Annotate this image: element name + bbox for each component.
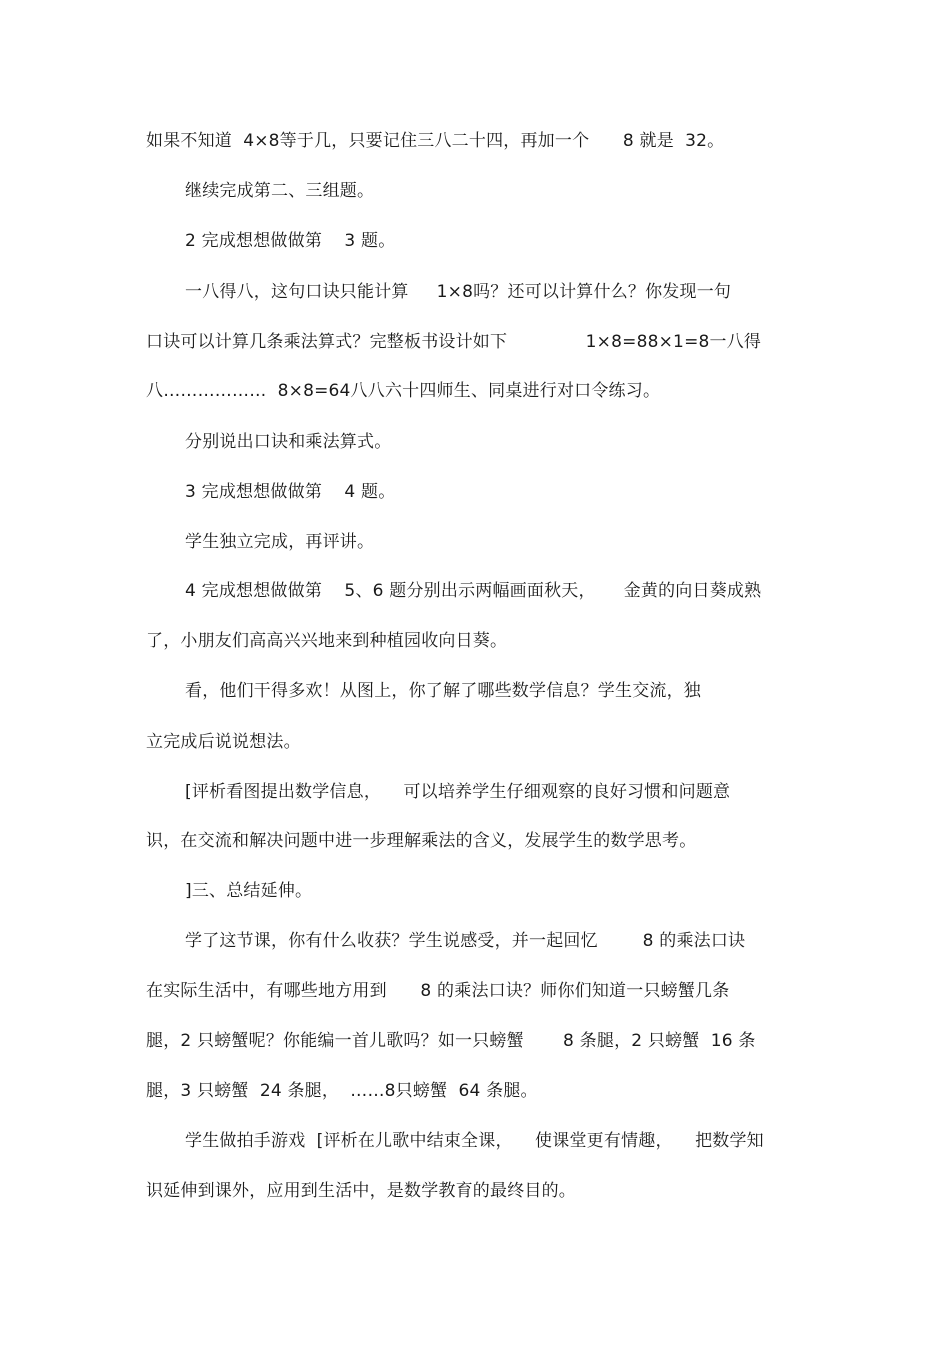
paragraph-line: 学生做拍手游戏 [评析在儿歌中结束全课， 使课堂更有情趣， 把数学知 (185, 1131, 764, 1151)
paragraph-line: 如果不知道 4×8等于几，只要记住三八二十四，再加一个 8 就是 32。 (146, 131, 725, 151)
paragraph-line: 识延伸到课外，应用到生活中，是数学教育的最终目的。 (146, 1181, 576, 1201)
paragraph-line: 一八得八，这句口诀只能计算 1×8吗？还可以计算什么？你发现一句 (185, 282, 732, 302)
paragraph-line: [评析看图提出数学信息， 可以培养学生仔细观察的良好习惯和问题意 (185, 782, 731, 802)
paragraph-line: 腿，3 只螃蟹 24 条腿， ……8只螃蟹 64 条腿。 (146, 1081, 538, 1101)
paragraph-line: 了，小朋友们高高兴兴地来到种植园收向日葵。 (146, 631, 508, 651)
paragraph-line: 口诀可以计算几条乘法算式？完整板书设计如下 1×8=88×1=8一八得 (146, 332, 762, 352)
paragraph-line: 八……………… 8×8=64八八六十四师生、同桌进行对口令练习。 (146, 381, 661, 401)
paragraph-line: 3 完成想想做做第 4 题。 (185, 482, 396, 502)
paragraph-line: 学了这节课，你有什么收获？学生说感受，并一起回忆 8 的乘法口诀 (185, 931, 746, 951)
paragraph-line: 4 完成想想做做第 5、6 题分别出示两幅画面秋天， 金黄的向日葵成熟 (185, 581, 762, 601)
paragraph-line: 2 完成想想做做第 3 题。 (185, 231, 396, 251)
paragraph-line: 腿，2 只螃蟹呢？你能编一首儿歌吗？如一只螃蟹 8 条腿，2 只螃蟹 16 条 (146, 1031, 756, 1051)
paragraph-line: 立完成后说说想法。 (146, 732, 301, 752)
section-heading: ]三、总结延伸。 (185, 881, 313, 901)
paragraph-line: 学生独立完成，再评讲。 (185, 532, 375, 552)
paragraph-line: 在实际生活中，有哪些地方用到 8 的乘法口诀？师你们知道一只螃蟹几条 (146, 981, 730, 1001)
paragraph-line: 识，在交流和解决问题中进一步理解乘法的含义，发展学生的数学思考。 (146, 831, 697, 851)
paragraph-line: 分别说出口诀和乘法算式。 (185, 432, 392, 452)
paragraph-line: 继续完成第二、三组题。 (185, 181, 375, 201)
paragraph-line: 看，他们干得多欢！从图上，你了解了哪些数学信息？学生交流，独 (185, 681, 701, 701)
